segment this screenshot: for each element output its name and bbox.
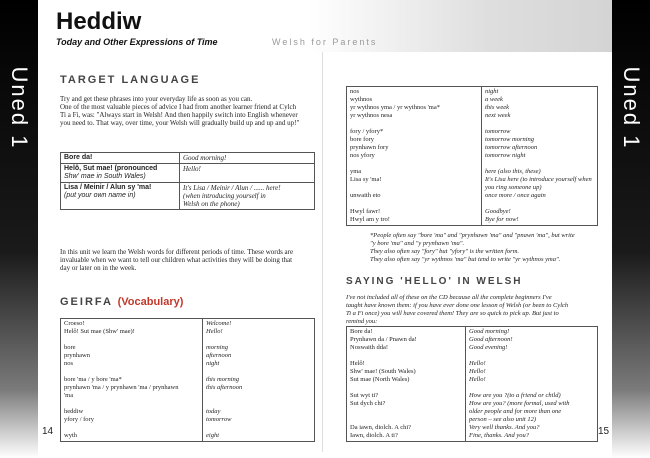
hello-english: older people and for more than one: [469, 408, 562, 415]
hello-english: Very well thanks. And you?: [469, 424, 540, 431]
page-number-right: 15: [598, 426, 610, 437]
vocabulary-table-left: [60, 318, 315, 442]
note-line: "y bore 'ma" and "y prynhawn 'ma".: [370, 240, 465, 247]
hello-welsh: Sut wyt ti?: [350, 392, 379, 399]
hello-intro-line: remind you:: [346, 318, 378, 325]
vocab-welsh: Hwyl am y tro!: [350, 216, 390, 223]
vocab-english: tomorrow afternoon: [485, 144, 538, 151]
vocab-welsh: fory / yfory*: [350, 128, 384, 135]
body-paragraph: [60, 248, 315, 272]
vocab-welsh: yfory / fory: [64, 416, 94, 423]
phrase-english-line: Hello!: [183, 165, 201, 173]
page-title: Heddiw: [56, 8, 142, 35]
intro-line: Ti a Fi, was: "Always start in Welsh! And then happily switch into English whenever: [60, 111, 298, 119]
vocab-english: here (also this, these): [485, 168, 541, 175]
book-tagline: Welsh for Parents: [272, 37, 378, 47]
vocab-welsh: 'ma: [64, 392, 74, 399]
note-line: They also often say "fory" but "yfory" is the written form.: [370, 248, 520, 255]
vocab-welsh: nos: [350, 88, 360, 95]
vocab-welsh: prynhawn fory: [350, 144, 389, 151]
vocab-english: [206, 368, 311, 376]
vocab-english: today: [206, 408, 221, 415]
phrase-welsh: [61, 164, 180, 183]
vocab-english: [206, 336, 311, 344]
phrase-welsh: [61, 183, 180, 210]
vocab-welsh: heddiw: [64, 408, 84, 415]
table-row: [61, 153, 315, 164]
vocab-english: Hello!: [206, 328, 223, 335]
phrase-english: [180, 153, 315, 164]
phrase-welsh-line: (put your own name in): [64, 192, 136, 199]
intro-line: Try and get these phrases into your everyday life as soon as you can.: [60, 95, 253, 103]
vocab-english: [485, 160, 594, 168]
hello-english: Hello!: [469, 368, 486, 375]
geirfa-subtitle: (Vocabulary): [117, 296, 184, 308]
table-row: [347, 87, 598, 226]
vocab-english: once more / once again: [485, 192, 546, 199]
unit-label-right: Uned 1: [619, 66, 644, 150]
vocab-welsh: unwaith eto: [350, 192, 381, 199]
hello-english: Good evening!: [469, 344, 508, 351]
vocab-english: a week: [485, 96, 503, 103]
vocab-welsh: yr wythnos yma / yr wythnos 'ma*: [350, 104, 440, 111]
hello-english-column: [466, 327, 598, 442]
hello-english: Good morning!: [469, 328, 510, 335]
vocab-english: afternoon: [206, 352, 232, 359]
hello-english: Hello!: [469, 360, 486, 367]
vocab-english: [206, 424, 311, 432]
hello-welsh: Shw' mae! (South Wales): [350, 368, 416, 375]
hello-welsh: Sut dych chi?: [350, 400, 386, 407]
book-spine: [322, 52, 323, 452]
hello-welsh: [350, 416, 462, 424]
body-line: invaluable when we want to tell our children what activities they will be doing that: [60, 256, 293, 264]
phrase-english-line: It's Lisa / Meinir / Alun / ...... here!: [183, 184, 281, 192]
geirfa-title: GEIRFA: [60, 296, 113, 308]
vocab-english-column: [482, 87, 598, 226]
phrase-welsh-line: Lisa / Meinir / Alun sy 'ma!: [64, 184, 152, 191]
vocab-welsh: Lisa sy 'ma!: [350, 176, 382, 183]
vocab-english: tomorrow: [485, 128, 511, 135]
vocab-welsh: wyth: [64, 432, 77, 439]
hello-english: How are you? (more formal, used with: [469, 400, 570, 407]
note-line: *People often say "bore 'ma" and "prynhawn 'ma" and "pnawn 'ma", but write: [370, 232, 575, 239]
phrase-english: [180, 164, 315, 183]
hello-english: person – see also unit 12): [469, 416, 536, 423]
vocab-welsh: [64, 336, 199, 344]
hello-english: Fine, thanks. And you?: [469, 432, 529, 439]
hello-welsh: Sut mae (North Wales): [350, 376, 410, 383]
vocab-english: eight: [206, 432, 219, 439]
intro-paragraph: [60, 95, 315, 127]
page-number-left: 14: [42, 426, 54, 437]
vocab-welsh: yr wythnos nesa: [350, 112, 393, 119]
note-line: They also often say "yr wythnos 'ma" but tend to write "yr wythnos yma".: [370, 256, 561, 263]
hello-intro-line: taught have known them: if you have ever done one lesson of Welsh (or been to Cylch: [346, 302, 569, 309]
vocab-english: [485, 200, 594, 208]
hello-english: [469, 352, 594, 360]
vocab-welsh: prynhawn: [64, 352, 90, 359]
vocab-welsh: yma: [350, 168, 362, 175]
vocab-english: next week: [485, 112, 511, 119]
hello-welsh: Bore da!: [350, 328, 373, 335]
hello-intro: [346, 294, 604, 326]
hello-welsh: [350, 408, 462, 416]
hello-english: [469, 384, 594, 392]
geirfa-heading: [60, 296, 183, 308]
vocab-english: [485, 120, 594, 128]
vocab-welsh: Hwyl fawr!: [350, 208, 381, 215]
right-side-tab: [612, 0, 650, 458]
vocab-english: Bye for now!: [485, 216, 519, 223]
phrase-welsh-line: Bore da!: [64, 154, 93, 161]
vocab-english: night: [485, 88, 499, 95]
vocab-english: this morning: [206, 376, 240, 383]
vocab-welsh: prynhawn 'ma / y prynhawn 'ma / prynhawn: [64, 384, 179, 391]
vocab-welsh: bore: [64, 344, 76, 351]
phrase-english-line: (when introducing yourself in: [183, 192, 266, 200]
phrase-english-line: Good morning!: [183, 154, 227, 162]
vocab-welsh: [350, 120, 478, 128]
vocab-welsh: Croeso!: [64, 320, 85, 327]
hello-english: Hello!: [469, 376, 486, 383]
hello-welsh: [350, 352, 462, 360]
vocab-welsh: [64, 424, 199, 432]
body-line: day or later on in the week.: [60, 264, 137, 272]
vocab-english: morning: [206, 344, 229, 351]
vocab-welsh: Helô! Sut mae (Shw' mae)!: [64, 328, 135, 335]
vocab-welsh: [350, 184, 478, 192]
vocab-welsh-column: [61, 319, 203, 442]
vocab-english: tomorrow: [206, 416, 232, 423]
hello-welsh: [350, 384, 462, 392]
vocab-welsh: bore fory: [350, 136, 375, 143]
hello-intro-line: I've not included all of these on the CD because all the complete beginners I've: [346, 294, 552, 301]
vocab-english: this afternoon: [206, 384, 243, 391]
table-row: [61, 183, 315, 210]
page-header: [38, 0, 612, 50]
intro-line: One of the most valuable pieces of advice I had from another learner friend at Cylch: [60, 103, 297, 111]
intro-line: you need to. That way, over time, your Welsh will gradually build up and up and up!": [60, 119, 300, 127]
vocab-english: [206, 400, 311, 408]
left-side-tab: [0, 0, 38, 458]
vocab-english: night: [206, 360, 220, 367]
phrase-welsh-line: Shw' mae in South Wales): [64, 173, 146, 180]
vocab-english: tomorrow night: [485, 152, 526, 159]
hello-welsh-column: [347, 327, 466, 442]
vocab-welsh: wythnos: [350, 96, 373, 103]
saying-hello-heading: SAYING 'HELLO' IN WELSH: [346, 276, 523, 287]
vocab-welsh: [350, 160, 478, 168]
vocab-welsh: nos: [64, 360, 74, 367]
vocab-welsh: [350, 200, 478, 208]
vocab-welsh: [64, 400, 199, 408]
vocabulary-table-right: [346, 86, 598, 226]
vocab-english: tomorrow morning: [485, 136, 535, 143]
hello-welsh: Iawn, diolch. A ti?: [350, 432, 398, 439]
vocab-welsh: nos yfory: [350, 152, 375, 159]
hello-english: How are you ?(to a friend or child): [469, 392, 561, 399]
vocab-english: Goodbye!: [485, 208, 511, 215]
phrase-welsh-line: Helô, Sut mae! (pronounced: [64, 165, 158, 172]
vocab-english: you ring someone up): [485, 184, 542, 191]
table-row: [61, 319, 315, 442]
unit-label-left: Uned 1: [7, 66, 32, 150]
target-phrases-table: [60, 152, 315, 210]
hello-phrases-table: [346, 326, 598, 442]
table-row: [61, 164, 315, 183]
vocab-english: It's Lisa here (to introduce yourself when: [485, 176, 592, 183]
phrase-english-line: Welsh on the phone): [183, 200, 240, 208]
vocab-english: this week: [485, 104, 510, 111]
vocab-welsh: bore 'ma / y bore 'ma*: [64, 376, 122, 383]
vocab-english: Welcome!: [206, 320, 232, 327]
vocab-english-column: [203, 319, 315, 442]
body-line: In this unit we learn the Welsh words for different periods of time. These words are: [60, 248, 294, 256]
vocab-welsh-column: [347, 87, 482, 226]
target-language-heading: TARGET LANGUAGE: [60, 74, 201, 86]
hello-welsh: Prynhawn da / Pnawn da!: [350, 336, 417, 343]
hello-english: Good afternoon!: [469, 336, 513, 343]
vocab-english: [206, 392, 311, 400]
vocab-welsh: [64, 368, 199, 376]
phrase-welsh: [61, 153, 180, 164]
phrase-english: [180, 183, 315, 210]
table-row: [347, 327, 598, 442]
hello-welsh: Helô!: [350, 360, 365, 367]
spelling-note: [370, 232, 605, 264]
hello-welsh: Da iawn, diolch. A chi?: [350, 424, 412, 431]
page-subtitle: Today and Other Expressions of Time: [56, 37, 218, 47]
hello-welsh: Noswaith dda!: [350, 344, 389, 351]
hello-intro-line: Ti a Fi once) you will have covered them! They are so quick to pick up. But just to: [346, 310, 559, 317]
